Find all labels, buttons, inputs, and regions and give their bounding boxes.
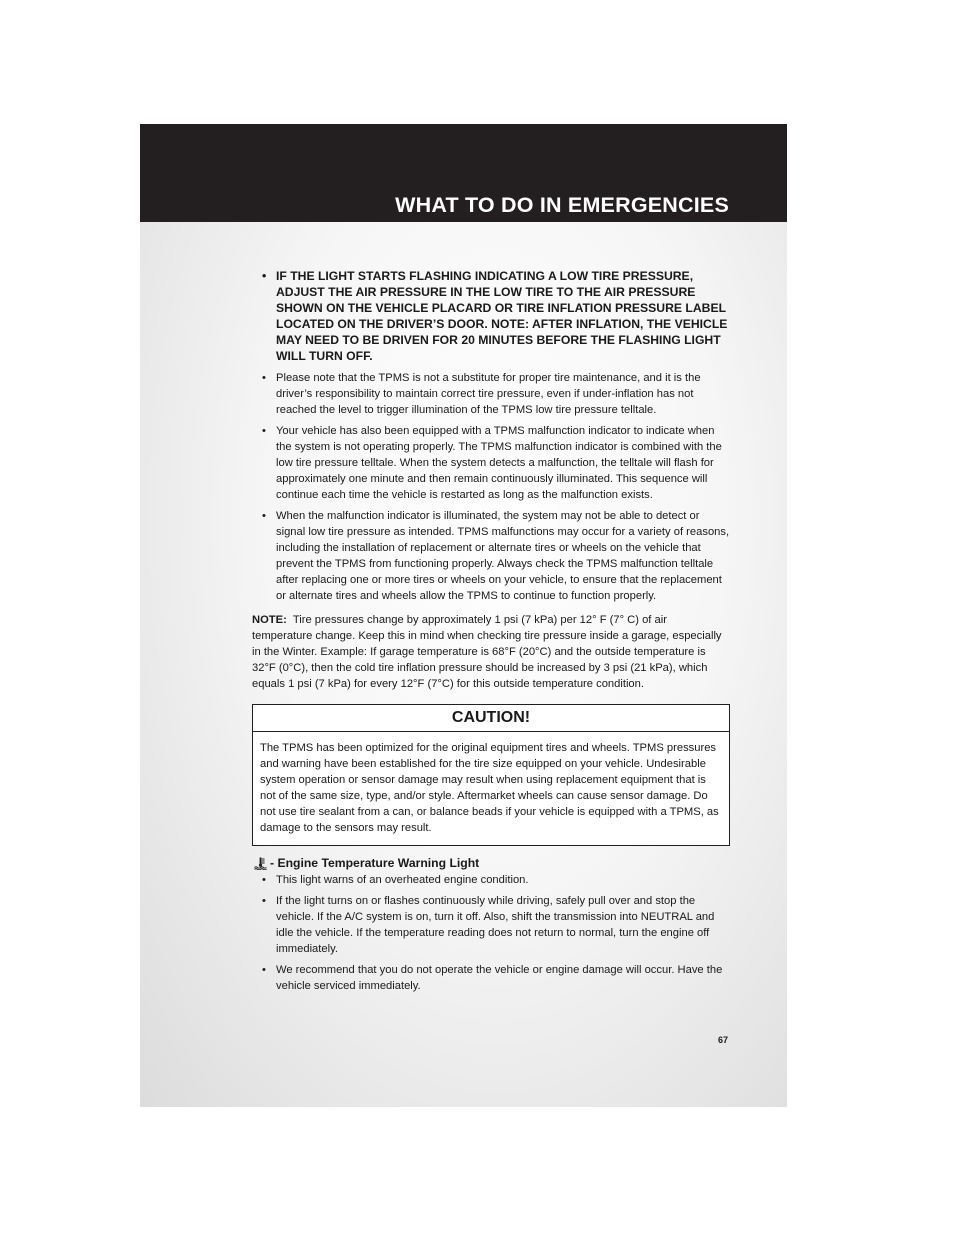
list-item: • This light warns of an overheated engine condition. (252, 872, 730, 888)
tpms-bullet-list (252, 268, 730, 604)
note-text: Tire pressures change by approximately 1 psi (7 kPa) per 12° F (7° C) of air temperature change. Keep this in mind when checking tire pressure inside a garage, especially in the Winter. Example: If garage temperature is 68°F (20°C) and the outside temperature is 32°F (0°C), then the cold tire inflation pressure should be increased by 3 psi (21 kPa), which equals 1 psi (7 kPa) for every 12°F (7°C) for this outside temperature condition. (252, 614, 722, 690)
list-item: • IF THE LIGHT STARTS FLASHING INDICATING A LOW TIRE PRESSURE, ADJUST THE AIR PRESSURE IN THE LOW TIRE TO THE AIR PRESSURE SHOWN ON THE VEHICLE PLACARD OR TIRE INFLATION PRESSURE LABEL LOCATED ON THE DRIVER’S DOOR. NOTE: AFTER INFLATION, THE VEHICLE MAY NEED TO BE DRIVEN FOR 20 MINUTES BEFORE THE FLASHING LIGHT WILL TURN OFF. (252, 268, 730, 364)
list-item: • When the malfunction indicator is illuminated, the system may not be able to detect or signal low tire pressure as intended. TPMS malfunctions may occur for a variety of reasons, including the installation of replacement or alternate tires or wheels on the vehicle that prevent the TPMS from functioning properly. Always check the TPMS malfunction telltale after replacing one or more tires or wheels on your vehicle, to ensure that the replacement or alternate tires and wheels allow the TPMS to continue to function properly. (252, 508, 730, 604)
list-item: • Your vehicle has also been equipped with a TPMS malfunction indicator to indicate when the system is not operating properly. The TPMS malfunction indicator is combined with the low tire pressure telltale. When the system detects a malfunction, the telltale will flash for approximately one minute and then remain continuously illuminated. This sequence will continue each time the vehicle is restarted as long as the malfunction exists. (252, 423, 730, 503)
page-content (252, 268, 730, 999)
caution-body: The TPMS has been optimized for the original equipment tires and wheels. TPMS pressures and warning have been established for the tire size equipped on your vehicle. Undesirable system operation or sensor damage may result when using replacement equipment that is not of the same size, type, and/or style. Aftermarket wheels can cause sensor damage. Do not use tire sealant from a can, or balance beads if your vehicle is equipped with a TPMS, as damage to the sensors may result. (260, 742, 719, 834)
engine-temp-title: - Engine Temperature Warning Light (270, 856, 480, 870)
list-item: • If the light turns on or flashes continuously while driving, safely pull over and stop the vehicle. If the A/C system is on, turn it off. Also, shift the transmission into NEUTRAL and idle the vehicle. If the temperature reading does not return to normal, turn the engine off immediately. (252, 893, 730, 957)
list-item: • We recommend that you do not operate the vehicle or engine damage will occur. Have the vehicle serviced immediately. (252, 962, 730, 994)
section-title: WHAT TO DO IN EMERGENCIES (395, 193, 729, 217)
list-item: • Please note that the TPMS is not a substitute for proper tire maintenance, and it is the driver’s responsibility to maintain correct tire pressure, even if under-inflation has not reached the level to trigger illumination of the TPMS low tire pressure telltale. (252, 370, 730, 418)
manual-page (140, 124, 787, 1107)
engine-temp-heading (252, 854, 730, 872)
section-header (140, 124, 787, 222)
page-number: 67 (718, 1035, 729, 1045)
caution-title: CAUTION! (253, 705, 729, 732)
caution-box (252, 704, 730, 846)
engine-temperature-icon (254, 857, 267, 870)
note-label: NOTE: (252, 614, 287, 626)
note-paragraph (252, 612, 730, 692)
engine-temp-bullet-list (252, 872, 730, 994)
